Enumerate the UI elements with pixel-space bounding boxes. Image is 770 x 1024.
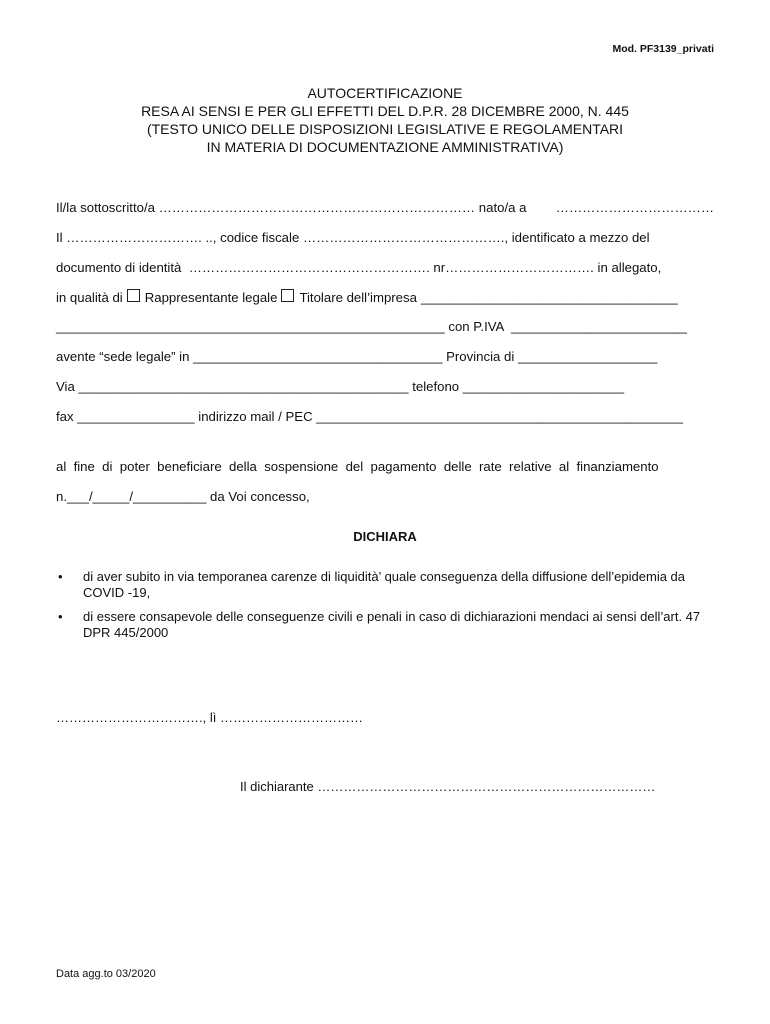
purpose-text: al fine di poter beneficiare della sospensione del pagamento delle rate relative al finanziamento [56,459,659,474]
title-line-4: IN MATERIA DI DOCUMENTAZIONE AMMINISTRATIVA) [206,139,564,155]
company-name-field[interactable]: ___________________________________ [420,290,678,305]
declaration-list [56,569,714,649]
field-row-vat [56,319,714,334]
field-row-role [56,289,714,305]
titolare-label: Titolare dell’impresa [299,290,417,305]
loan-number-line [56,489,714,504]
role-label: in qualità di [56,290,123,305]
title-line-2: RESA AI SENSI E PER GLI EFFETTI DEL D.P.R. 28 DICEMBRE 2000, N. 445 [141,103,629,119]
update-date: Data agg.to 03/2020 [56,968,156,980]
field-row-address [56,379,714,394]
rappresentante-label: Rappresentante legale [144,290,278,305]
id-document-field[interactable]: documento di identità ………………………………………………. nr……………………………. in allegato, [56,260,662,275]
titolare-checkbox[interactable] [281,289,294,302]
field-row-contact [56,409,714,424]
loan-number-field[interactable]: n.___/_____/__________ da Voi concesso, [56,489,310,504]
fax-email-field[interactable]: fax ________________ indirizzo mail / PEC __________________________________________________ [56,409,683,424]
title-line-3: (TESTO UNICO DELLE DISPOSIZIONI LEGISLATIVE E REGOLAMENTARI [146,121,624,137]
field-row-name [56,200,714,215]
purpose-line [56,459,714,474]
document-title [0,84,770,156]
model-code: Mod. PF3139_privati [612,43,714,55]
signer-name-field[interactable]: Il/la sottoscritto/a ……………………………………………………………… nato/a a [56,200,527,215]
place-date-field[interactable]: ……………………………., lì …………………………… [56,710,363,725]
declaration-heading: DICHIARA [353,529,417,544]
field-row-document [56,260,714,275]
title-line-1: AUTOCERTIFICAZIONE [307,85,463,101]
legal-seat-field[interactable]: avente “sede legale” in __________________________________ Provincia di ___________________ [56,349,658,364]
declaration-item: • di essere consapevole delle conseguenze civili e penali in caso di dichiarazioni mendaci ai sensi dell’art. 47 DPR 445/2000 [56,609,714,641]
birthdate-fiscal-field[interactable]: Il …………………………. .., codice fiscale ………………………………………., identificato a mezzo del [56,230,650,245]
signature-field[interactable]: Il dichiarante …………………………………………………………………… [240,779,656,794]
field-row-birth [56,230,714,245]
birthplace-field[interactable]: ……………………………… [555,200,714,215]
declaration-item: • di aver subito in via temporanea carenze di liquidità’ quale conseguenza della diffusione dell’epidemia da COVID -19, [56,569,714,601]
vat-field[interactable]: _____________________________________________________ con P.IVA ________________________ [56,319,687,334]
address-phone-field[interactable]: Via _____________________________________________ telefono ______________________ [56,379,625,394]
rappresentante-checkbox[interactable] [127,289,140,302]
field-row-seat [56,349,714,364]
